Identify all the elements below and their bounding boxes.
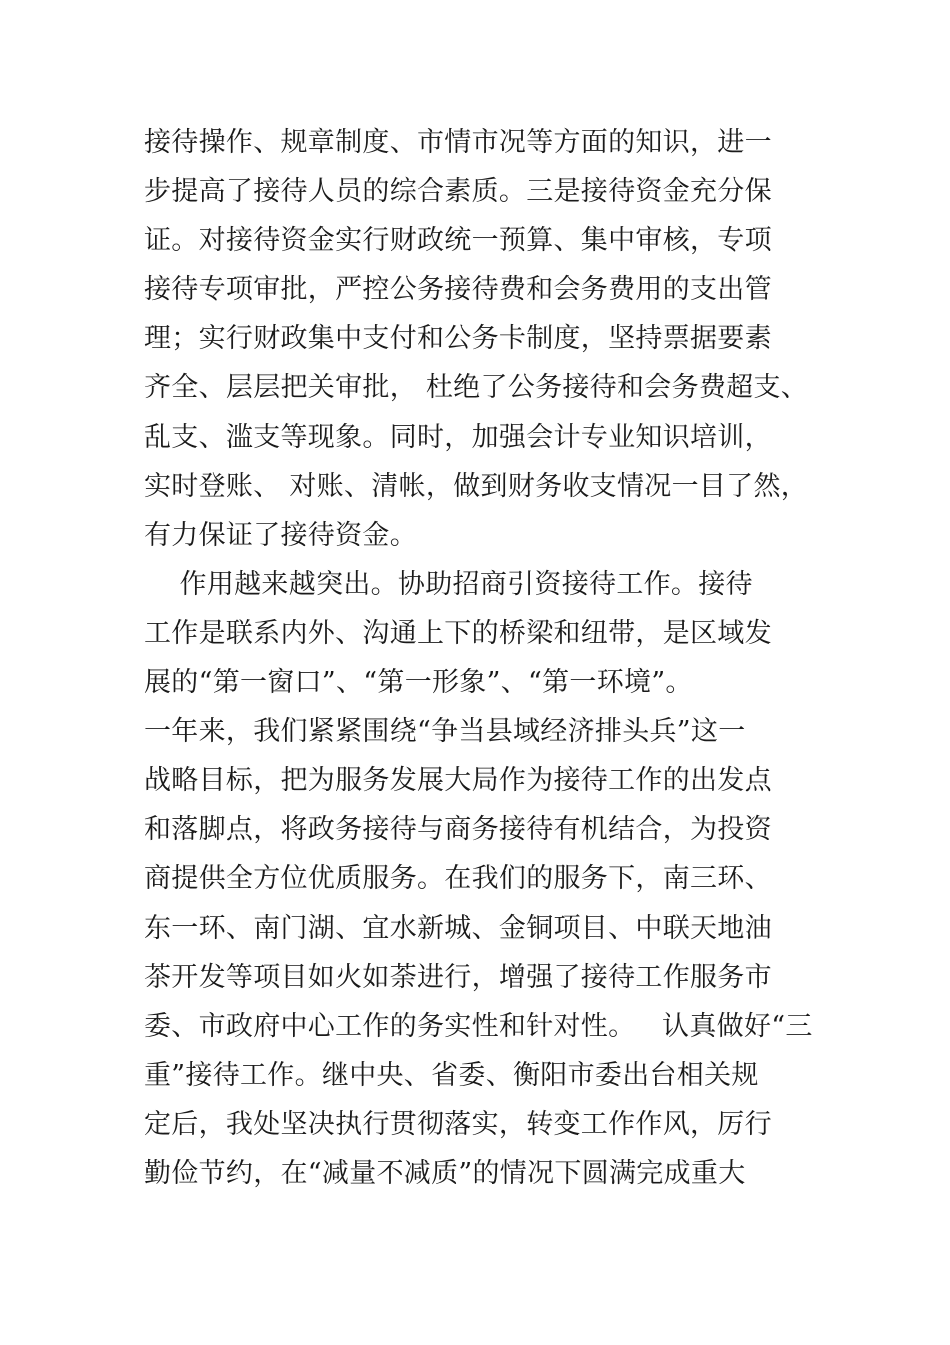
text-line: 工作是联系内外、沟通上下的桥梁和纽带，是区域发 [144,617,772,649]
text-line: 实时登账、 对账、清帐，做到财务收支情况一目了然， [144,470,809,502]
text-line: 和落脚点，将政务接待与商务接待有机结合，为投资 [144,814,772,846]
text-line: 战略目标，把为服务发展大局作为接待工作的出发点 [144,765,772,797]
text-line: 乱支、滥支等现象。同时，加强会计专业知识培训， [144,421,772,453]
text-line: 委、市政府中心工作的务实性和针对性。 认真做好“三 [144,1010,813,1042]
text-line: 东一环、南门湖、宜水新城、金铜项目、中联天地油 [144,912,772,944]
text-line: 商提供全方位优质服务。在我们的服务下，南三环、 [144,863,772,895]
text-line: 接待专项审批，严控公务接待费和会务费用的支出管 [144,274,772,306]
text-line: 理；实行财政集中支付和公务卡制度，坚持票据要素 [144,323,772,355]
text-line: 展的“第一窗口”、“第一形象”、“第一环境”。 [144,667,693,699]
text-line: 有力保证了接待资金。 [144,519,417,551]
text-line: 勤俭节约，在“减量不减质”的情况下圆满完成重大 [144,1157,746,1189]
text-line: 定后，我处坚决执行贯彻落实，转变工作作风，厉行 [144,1108,772,1140]
text-line: 一年来，我们紧紧围绕“争当县域经济排头兵”这一 [144,716,746,748]
text-line: 步提高了接待人员的综合素质。三是接待资金充分保 [144,176,772,208]
text-line: 茶开发等项目如火如荼进行，增强了接待工作服务市 [144,961,772,993]
text-line: 接待操作、规章制度、市情市况等方面的知识，进一 [144,127,772,158]
text-line: 齐全、层层把关审批， 杜绝了公务接待和会务费超支、 [144,372,809,404]
text-line: 证。对接待资金实行财政统一预算、集中审核，专项 [144,225,772,257]
body-text [144,118,844,1198]
text-line: 重”接待工作。继中央、省委、衡阳市委出台相关规 [144,1059,759,1091]
text-line: 作用越来越突出。协助招商引资接待工作。接待 [144,568,753,600]
